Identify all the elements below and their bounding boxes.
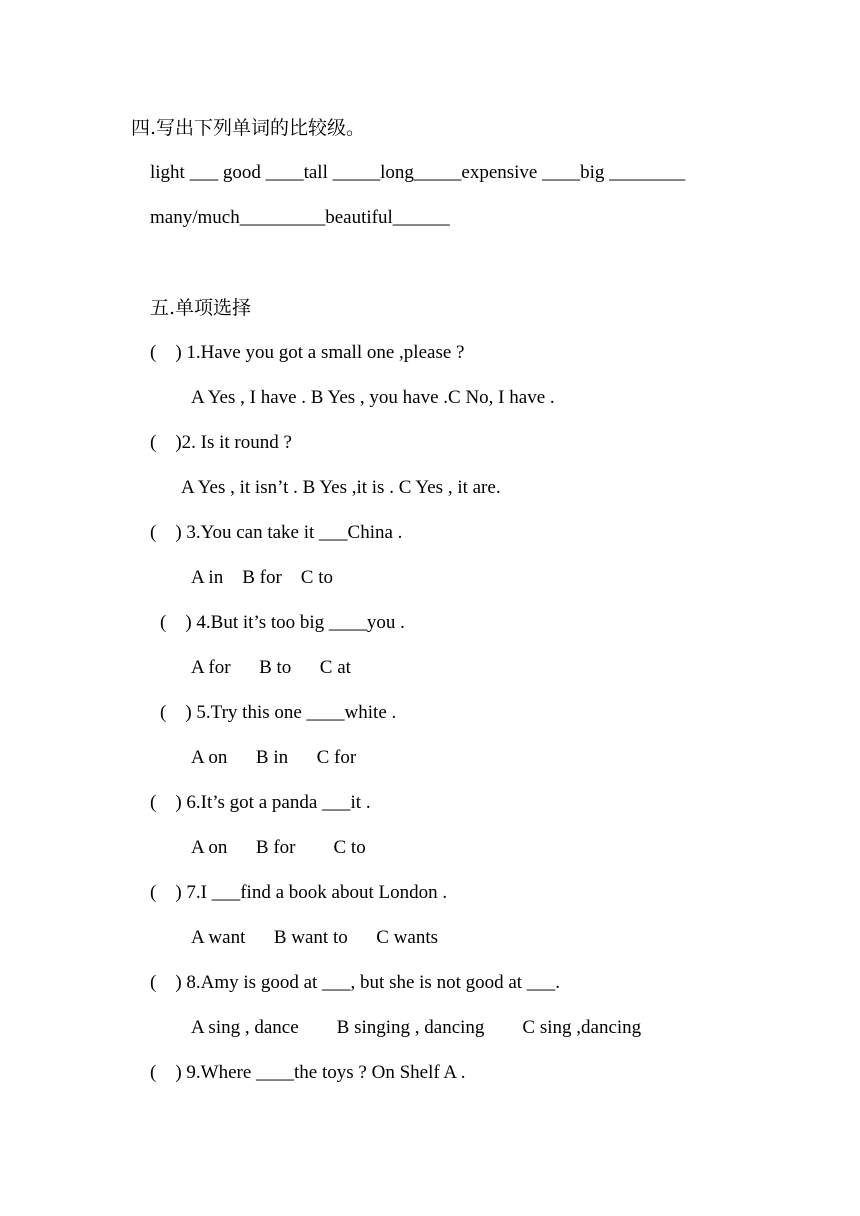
question-3: ( ) 3.You can take it ___China . [150,522,403,543]
section-4-heading: 四.写出下列单词的比较级。 [131,117,366,139]
comparative-words-line-1: light ___ good ____tall _____long_____expensive ____big ________ [150,162,686,183]
question-5-options: A on B in C for [191,747,357,768]
question-7: ( ) 7.I ___find a book about London . [150,882,448,903]
question-4-options: A for B to C at [191,657,351,678]
question-1: ( ) 1.Have you got a small one ,please ? [150,342,465,363]
question-6-options: A on B for C to [191,837,366,858]
question-3-options: A in B for C to [191,567,333,588]
question-2-options: A Yes , it isn’t . B Yes ,it is . C Yes , it are. [181,477,501,498]
question-8-options: A sing , dance B singing , dancing C sing ,dancing [191,1017,642,1038]
question-9: ( ) 9.Where ____the toys ? On Shelf A . [150,1062,466,1083]
question-7-options: A want B want to C wants [191,927,438,948]
question-8: ( ) 8.Amy is good at ___, but she is not good at ___. [150,972,561,993]
question-5: ( ) 5.Try this one ____white . [160,702,397,723]
question-1-options: A Yes , I have . B Yes , you have .C No, I have . [191,387,555,408]
section-5-heading: 五.单项选择 [150,297,252,319]
question-4: ( ) 4.But it’s too big ____you . [160,612,405,633]
question-6: ( ) 6.It’s got a panda ___it . [150,792,371,813]
comparative-words-line-2: many/much_________beautiful______ [150,207,450,228]
question-2: ( )2. Is it round ? [150,432,292,453]
